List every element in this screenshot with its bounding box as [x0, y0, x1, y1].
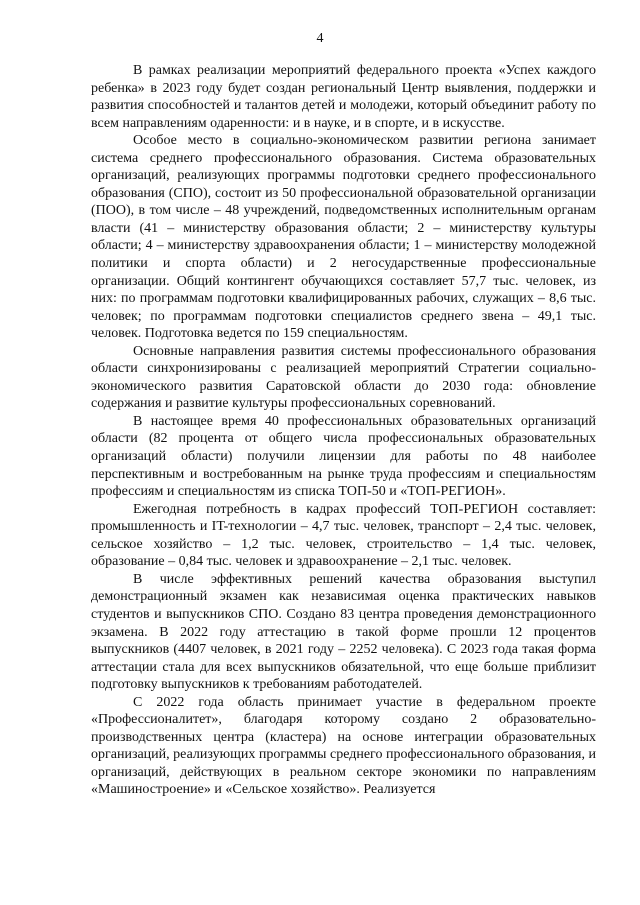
page-number: 4	[316, 31, 324, 46]
paragraph-licenses: В настоящее время 40 профессиональных образовательных организаций области (82 процента от общего числа профессиональных образовательных организаций области) получили лицензии для работы по 48 наиболее перспективным и востребованным на рынке труда профессиям и специальностям профессиям и специальностям из списка ТОП-50 и «ТОП-РЕГИОН».	[91, 413, 596, 500]
paragraph-professionalitet: С 2022 года область принимает участие в федеральном проекте «Профессионалитет», благодаря которому создано 2 образовательно-производственных центра (кластера) на основе интеграции образовательных организаций, реализующих программы среднего профессионального образования, и организаций, действующих в реальном секторе экономики по направлениям «Машиностроение» и «Сельское хозяйство». Реализуется	[91, 694, 596, 798]
paragraph-staffing-needs: Ежегодная потребность в кадрах профессий ТОП-РЕГИОН составляет: промышленность и IT-технологии – 4,7 тыс. человек, транспорт – 2,4 тыс. человек, сельское хозяйство – 1,2 тыс. человек, строительство – 1,4 тыс. человек, образование – 0,84 тыс. человек и здравоохранение – 2,1 тыс. человек.	[91, 501, 596, 570]
paragraph-talent-center: В рамках реализации мероприятий федерального проекта «Успех каждого ребенка» в 2023 году будет создан региональный Центр выявления, поддержки и развития способностей и талантов детей и молодежи, который объединит работу по всем направлениям одаренности: и в науке, и в спорте, и в искусстве.	[91, 63, 596, 131]
paragraph-strategy-directions: Основные направления развития системы профессионального образования области синхронизированы с реализацией мероприятий Стратегии социально-экономического развития Саратовской области до 2030 года: обновление содержания и развитие культуры профессиональных соревнований.	[91, 343, 596, 412]
document-body	[91, 62, 596, 799]
paragraph-spo-system: Особое место в социально-экономическом развитии региона занимает система среднего профессионального образования. Система образовательных организаций, реализующих программы подготовки среднего профессионального образования (СПО), состоит из 50 профессиональной образовательной организации (ПОО), в том числе – 48 учреждений, подведомственных исполнительным органам власти (41 – министерству образования области; 2 – министерству культуры области; 4 – министерству здравоохранения области; 1 – министерству молодежной политики и спорта области) и 2 негосударственные профессиональные организации. Общий контингент обучающихся составляет 57,7 тыс. человек, из них: по программам подготовки квалифицированных рабочих, служащих – 8,6 тыс. человек; по программам подготовки специалистов среднего звена – 49,1 тыс. человек. Подготовка ведется по 159 специальностям.	[91, 133, 596, 342]
paragraph-demo-exam: В числе эффективных решений качества образования выступил демонстрационный экзамен как независимая оценка практических навыков студентов и выпускников СПО. Создано 83 центра проведения демонстрационного экзамена. В 2022 году аттестацию в такой форме прошли 12 процентов выпускников (4407 человек, в 2021 году – 2252 человека). С 2023 года такая форма аттестации стала для всех выпускников обязательной, что еще больше приблизит подготовку выпускников к требованиям работодателей.	[91, 571, 596, 693]
